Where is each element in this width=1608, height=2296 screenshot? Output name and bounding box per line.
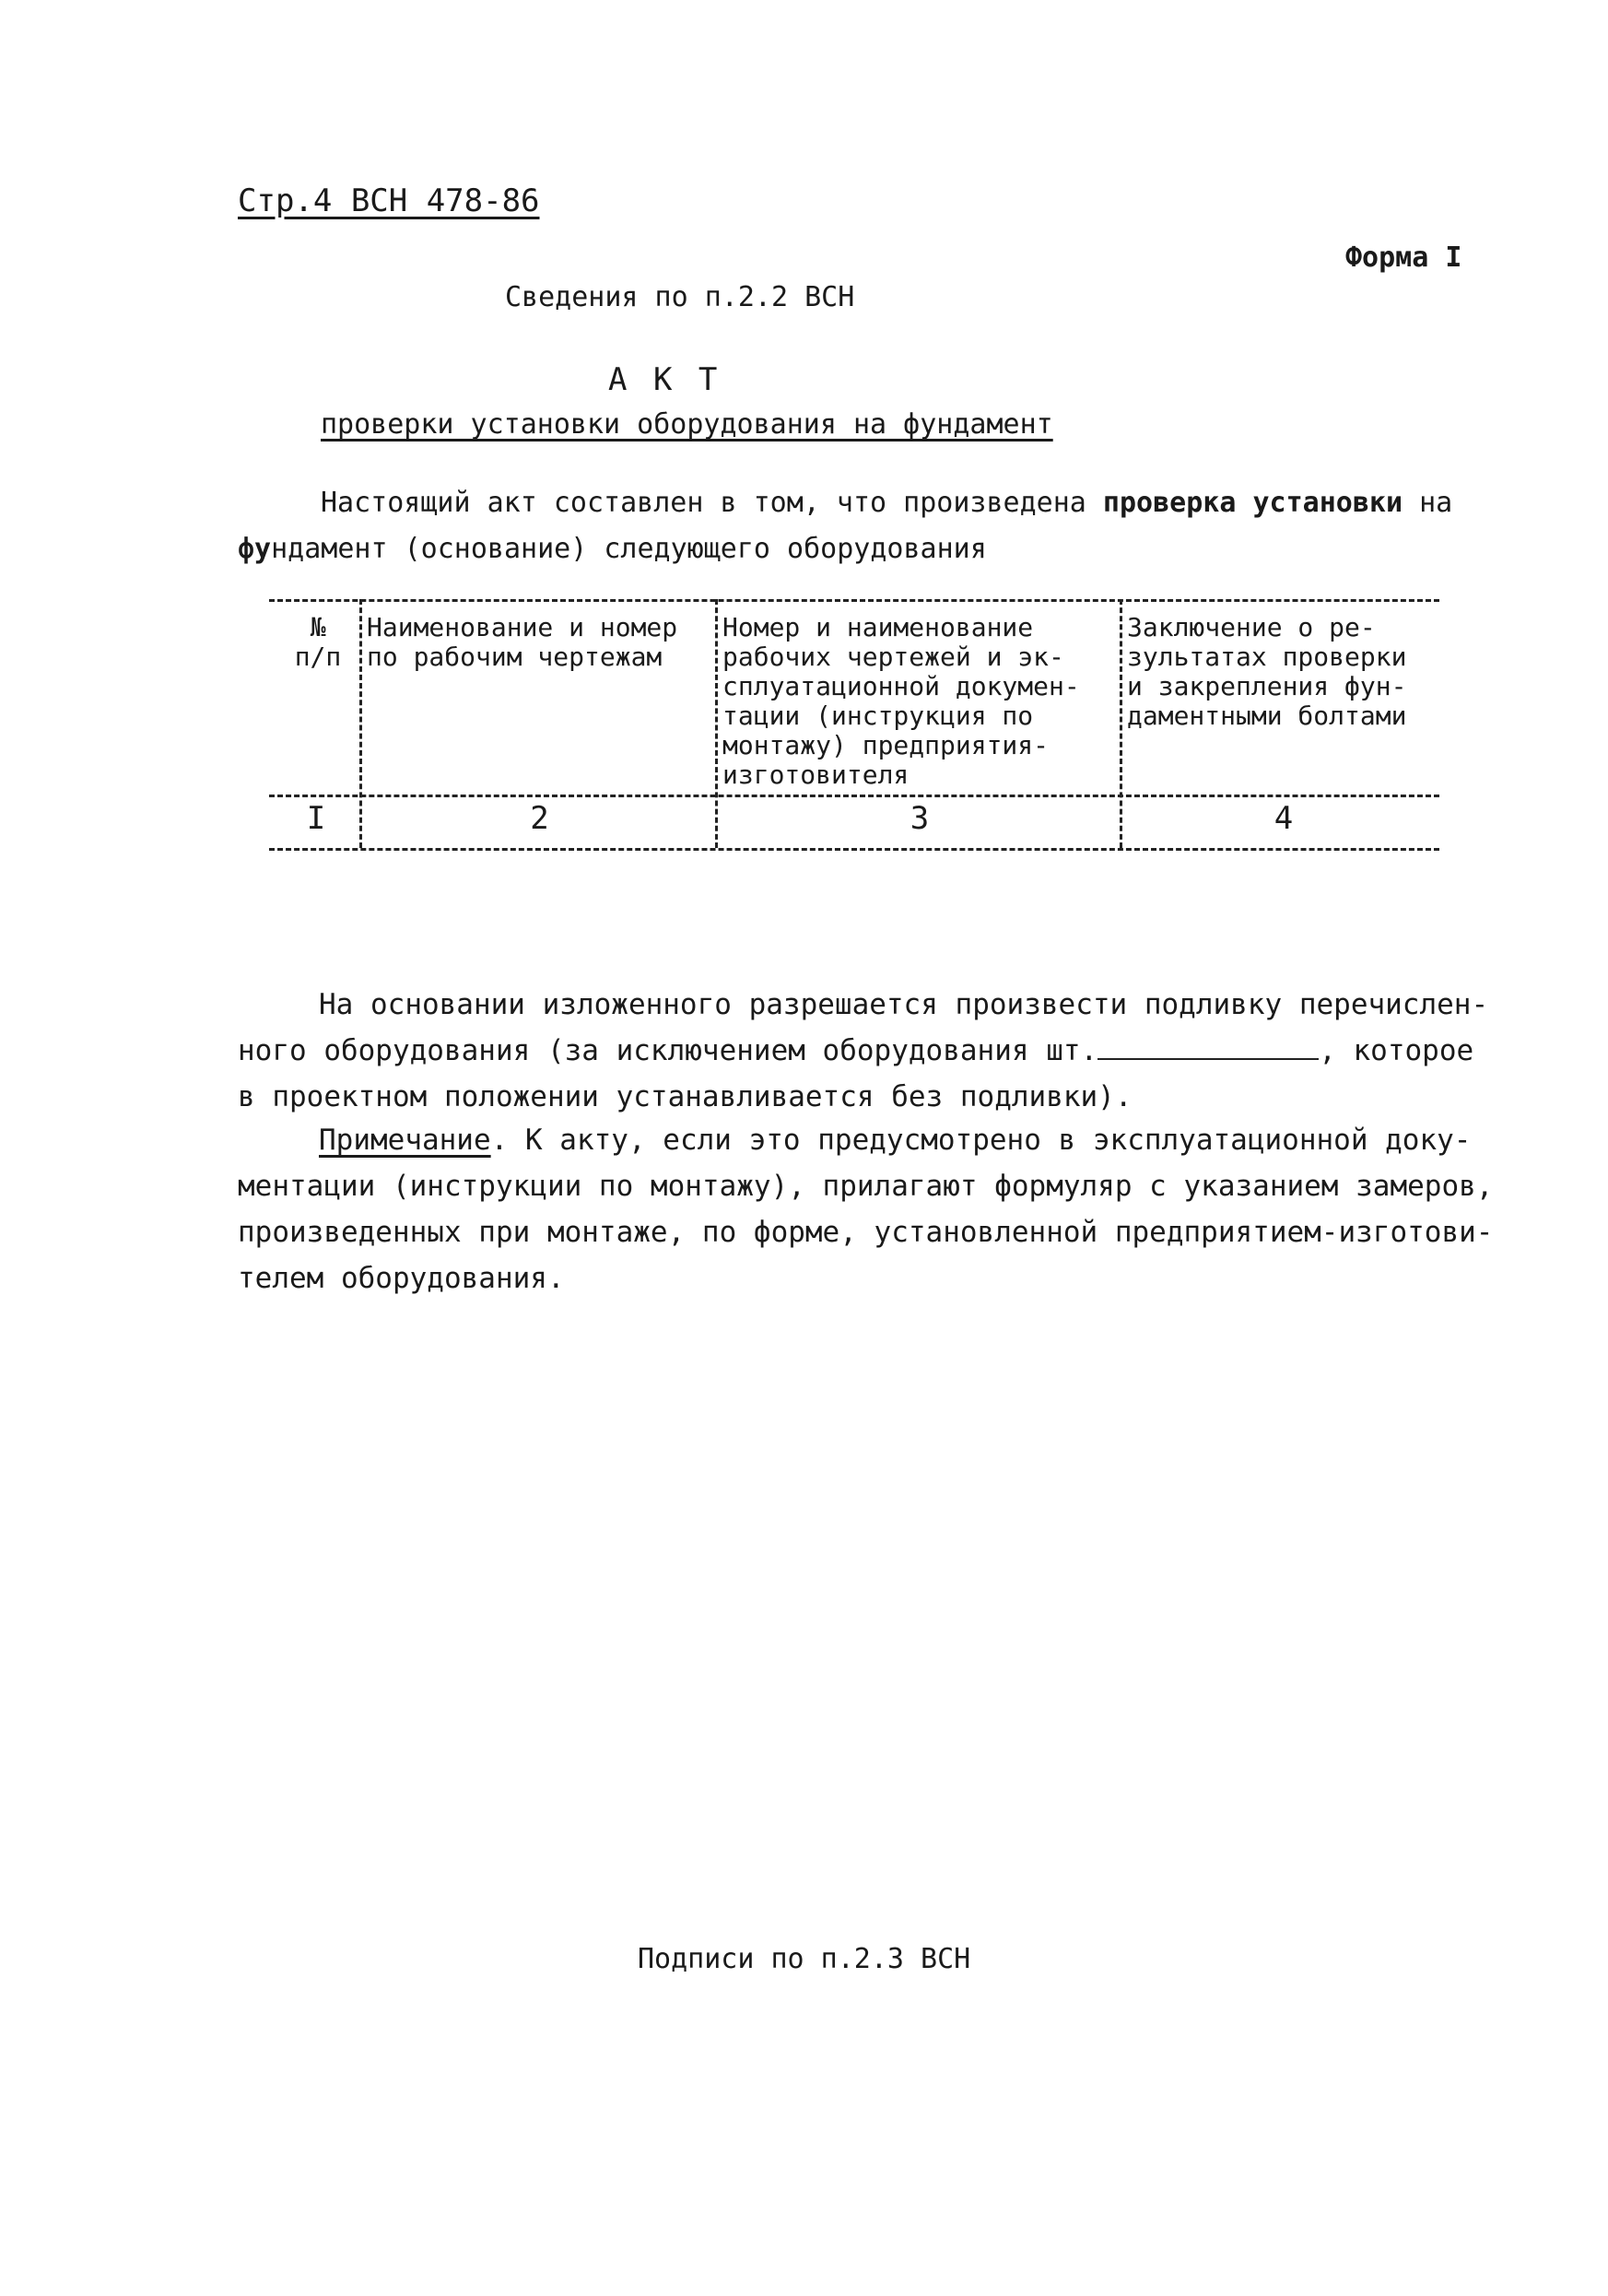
- table-header-col2: Наименование и номер по рабочим чертежам: [367, 612, 678, 672]
- note-line: телем оборудования.: [238, 1262, 565, 1295]
- note-line: [238, 1117, 1519, 1163]
- act-subtitle: проверки установки оборудования на фундамент: [321, 408, 1053, 441]
- conclusion-paragraph: [238, 982, 1519, 1120]
- conclusion-line: в проектном положении устанавливается без подливки).: [238, 1080, 1133, 1113]
- table-column-number: 3: [910, 800, 930, 837]
- table-column-divider: [1120, 599, 1122, 848]
- blank-field: [1097, 1034, 1319, 1060]
- statement-text-1: Настоящий акт составлен в том, что произведена: [321, 487, 1103, 519]
- note-paragraph: [238, 1117, 1519, 1301]
- table-column-divider: [715, 599, 718, 848]
- act-statement-line1: [321, 487, 1452, 519]
- conclusion-line: [238, 1028, 1519, 1074]
- conclusion-line2-tail: , которое: [1319, 1034, 1474, 1067]
- table-column-number: 4: [1273, 800, 1294, 837]
- table-column-number: I: [306, 800, 326, 837]
- note-line: ментации (инструкции по монтажу), прилагают формуляр с указанием замеров,: [238, 1170, 1494, 1203]
- act-statement-line2: [238, 533, 987, 565]
- statement-line2-bold: фу: [238, 533, 272, 565]
- statement-bold-text: проверка установки: [1102, 487, 1403, 519]
- conclusion-line: На основании изложенного разрешается произвести подливку перечислен-: [319, 988, 1489, 1021]
- signatures-note: Подписи по п.2.3 ВСН: [638, 1943, 971, 1975]
- table-column-divider: [359, 599, 362, 848]
- statement-line2-text: ндамент (основание) следующего оборудования: [271, 533, 987, 565]
- note-text: . К акту, если это предусмотрено в эксплуатационной доку-: [490, 1124, 1472, 1157]
- table-header-col1: № п/п: [294, 612, 342, 672]
- conclusion-line2-text: ного оборудования (за исключением оборудования шт.: [238, 1034, 1098, 1067]
- note-line: произведенных при монтаже, по форме, установленной предприятием-изготови-: [238, 1216, 1494, 1249]
- act-title: А К Т: [608, 361, 722, 398]
- page-reference: Стр.4 ВСН 478-86: [238, 183, 540, 219]
- table-column-number: 2: [530, 800, 549, 837]
- form-label: Форма I: [1345, 241, 1462, 274]
- table-top-border: [269, 599, 1439, 602]
- table-bottom-border: [269, 848, 1439, 851]
- table-header-col4: Заключение о ре- зультатах проверки и закрепления фун- даментными болтами: [1127, 612, 1407, 731]
- note-label: Примечание: [319, 1124, 491, 1157]
- intro-note: Сведения по п.2.2 ВСН: [505, 281, 855, 313]
- table-header-col3: Номер и наименование рабочих чертежей и эк- сплуатационной докумен- тации (инструкция по монтажу) предприятия- изготовителя: [722, 612, 1080, 790]
- statement-text-2: на: [1403, 487, 1453, 519]
- table-header-divider: [269, 795, 1439, 797]
